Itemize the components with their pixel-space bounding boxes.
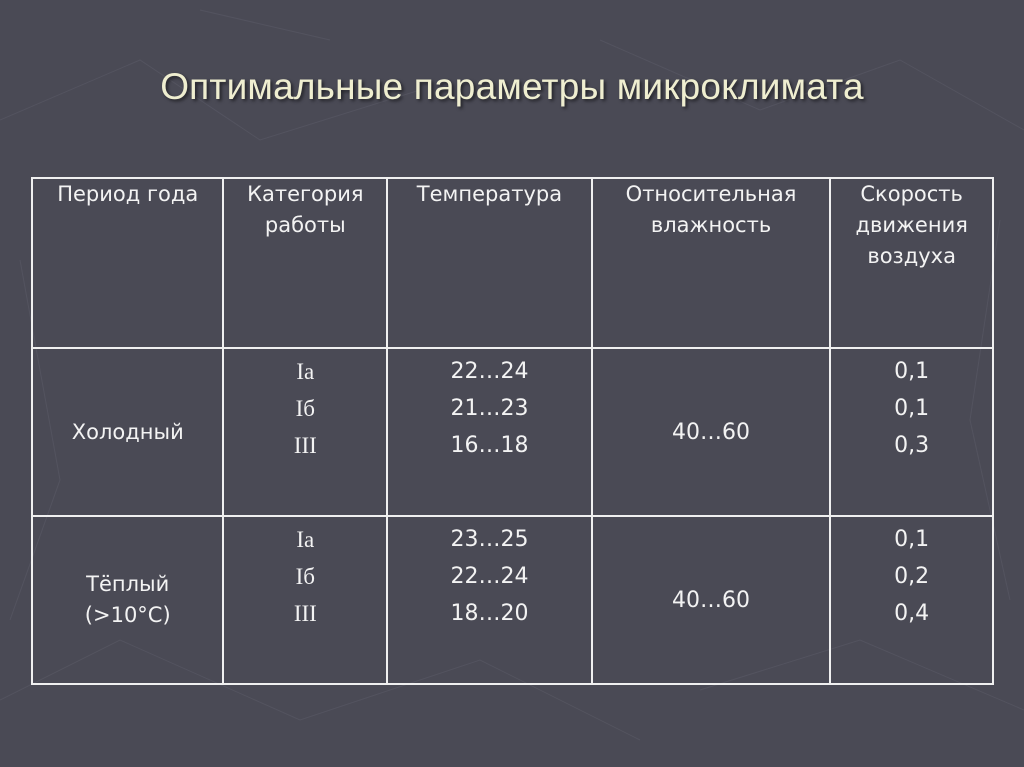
category-value: Iб [295, 564, 315, 589]
header-air-speed-line: воздуха [867, 244, 956, 268]
temperature-value: 22…24 [450, 359, 529, 384]
cell-categories [223, 348, 387, 516]
period-label: Тёплый [86, 572, 170, 596]
category-value: Iб [295, 396, 315, 421]
header-temperature [387, 178, 592, 348]
header-air-speed-line: движения [855, 213, 968, 237]
temperature-value: 22…24 [450, 564, 529, 589]
cell-period [32, 348, 223, 516]
period-note: (>10°С) [84, 603, 171, 627]
table-row [32, 516, 993, 684]
air-speed-value: 0,1 [894, 396, 930, 421]
category-value: Ia [296, 359, 315, 384]
header-humidity-line: Относительная [625, 182, 797, 206]
period-label: Холодный [71, 419, 184, 444]
air-speed-value: 0,4 [894, 601, 930, 626]
slide-title: Оптимальные параметры микроклимата [160, 66, 864, 107]
air-speed-value: 0,1 [894, 359, 930, 384]
cell-humidity [592, 348, 831, 516]
header-category [223, 178, 387, 348]
cell-categories [223, 516, 387, 684]
header-category-line: Категория [247, 182, 364, 206]
air-speed-value: 0,3 [894, 433, 930, 458]
temperature-value: 16…18 [450, 433, 529, 458]
header-humidity [592, 178, 831, 348]
humidity-value: 40…60 [672, 587, 751, 613]
cell-period [32, 516, 223, 684]
header-period [32, 178, 223, 348]
cell-air-speed [830, 348, 993, 516]
cell-temperatures [387, 348, 592, 516]
temperature-value: 18…20 [450, 601, 529, 626]
header-temperature-line: Температура [416, 182, 563, 206]
cell-humidity [592, 516, 831, 684]
category-value: Ia [296, 527, 315, 552]
table-header-row [32, 178, 993, 348]
temperature-value: 23…25 [450, 527, 529, 552]
header-category-line: работы [264, 213, 346, 237]
category-value: III [293, 433, 317, 458]
cell-temperatures [387, 516, 592, 684]
header-air-speed-line: Скорость [860, 182, 963, 206]
air-speed-value: 0,2 [894, 564, 930, 589]
category-value: III [293, 601, 317, 626]
table-row [32, 348, 993, 516]
microclimate-table [31, 177, 994, 685]
air-speed-value: 0,1 [894, 527, 930, 552]
header-period-line: Период года [57, 182, 199, 206]
temperature-value: 21…23 [450, 396, 529, 421]
header-humidity-line: влажность [650, 213, 772, 237]
header-air-speed [830, 178, 993, 348]
humidity-value: 40…60 [672, 419, 751, 445]
cell-air-speed [830, 516, 993, 684]
